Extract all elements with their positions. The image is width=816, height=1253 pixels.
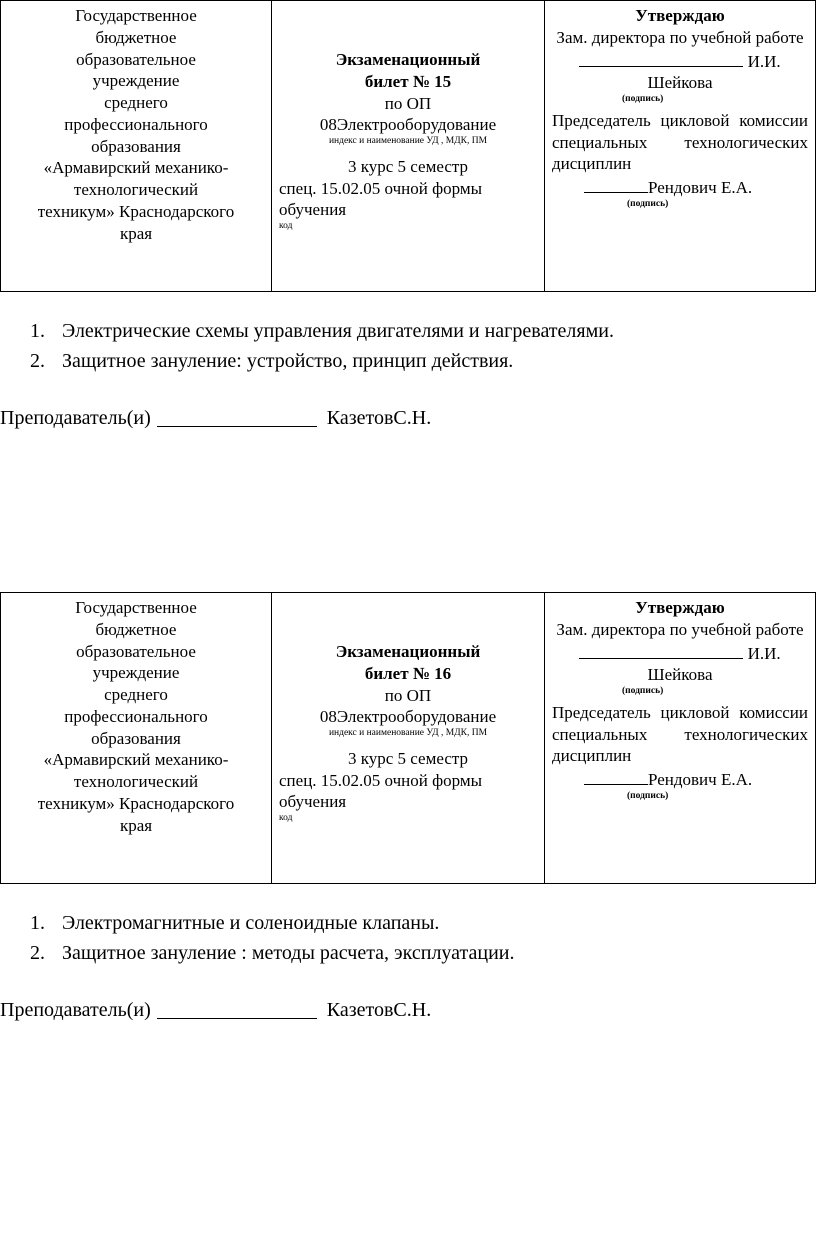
institution-line: учреждение: [92, 663, 180, 683]
signature-line: [579, 641, 743, 659]
column-divider: [271, 1, 272, 291]
column-divider: [544, 1, 545, 291]
approval-cell: [552, 5, 808, 211]
signature-line: [584, 175, 648, 193]
institution-line: Государственное: [75, 598, 197, 617]
approve-header: Утверждаю: [635, 598, 725, 617]
teacher-name: КазетовС.Н.: [326, 999, 432, 1021]
chair-signature-note: (подпись): [627, 790, 669, 801]
approve-signature-row: [552, 49, 808, 95]
approve-role: Зам. директора по учебной работе: [556, 27, 804, 47]
teacher-signature-row: [0, 406, 431, 432]
ticket-number: билет № 15: [364, 71, 452, 91]
ticket-16-header-table: [0, 592, 816, 884]
chair-text: Председатель цикловой комиссии специальных технологических дисциплин: [552, 110, 808, 174]
approver-name: И.И. Шейкова: [647, 51, 781, 93]
institution-line: края: [119, 815, 153, 835]
chair-name: Рендович Е.А.: [648, 770, 753, 790]
institution-line: образования: [91, 136, 181, 156]
signature-line: [584, 767, 648, 785]
questions-list-ticket-15: [24, 316, 804, 376]
institution-line: технологический: [73, 180, 199, 199]
question-text: Электрические схемы управления двигателями и нагревателями.: [62, 320, 614, 342]
signature-note: (подпись): [622, 686, 664, 696]
course-semester: 3 курс 5 семестр: [347, 748, 469, 768]
institution-line: техникум» Краснодарского: [37, 793, 235, 813]
question-item: [24, 316, 804, 346]
subject-prefix: по ОП: [384, 93, 432, 113]
institution-line: Государственное: [75, 6, 197, 25]
question-text: Защитное зануление : методы расчета, эксплуатации.: [62, 942, 515, 964]
signature-line: [579, 49, 743, 67]
question-text: Защитное зануление: устройство, принцип действия.: [62, 350, 514, 372]
ticket-title: Экзаменационный: [335, 642, 481, 661]
signature-note: (подпись): [622, 94, 664, 104]
question-item: [24, 346, 804, 376]
column-divider: [544, 593, 545, 883]
teacher-label: Преподаватель(и): [0, 407, 151, 429]
teacher-signature-line: [157, 406, 317, 427]
institution-line: образовательное: [76, 49, 196, 69]
questions-list-ticket-16: [24, 908, 804, 968]
institution-line: бюджетное: [95, 27, 177, 47]
teacher-signature-line: [157, 998, 317, 1019]
chair-signature-note: (подпись): [627, 198, 669, 209]
institution-cell: [7, 597, 265, 836]
column-divider: [271, 593, 272, 883]
approval-cell: [552, 597, 808, 803]
approve-role: Зам. директора по учебной работе: [556, 619, 804, 639]
ticket-number: билет № 16: [364, 663, 452, 683]
ticket-info-cell: [279, 641, 537, 825]
institution-line: «Армавирский механико-: [43, 158, 229, 178]
institution-line: среднего: [104, 93, 168, 112]
question-item: [24, 938, 804, 968]
chair-signature-row: [552, 175, 808, 199]
ticket-15-header-table: [0, 0, 816, 292]
subject-prefix: по ОП: [384, 685, 432, 705]
approver-name: И.И. Шейкова: [647, 643, 781, 685]
subject-name: 08Электрооборудование: [319, 115, 497, 135]
institution-cell: [7, 5, 265, 244]
specialty: спец. 15.02.05 очной формы обучения: [279, 178, 483, 220]
question-number: 1.: [30, 320, 45, 342]
institution-line: «Армавирский механико-: [43, 750, 229, 770]
subject-note: индекс и наименование УД , МДК, ПМ: [328, 728, 488, 738]
ticket-title: Экзаменационный: [335, 50, 481, 69]
question-text: Электромагнитные и соленоидные клапаны.: [62, 912, 440, 934]
institution-line: профессионального: [64, 706, 208, 726]
header-table-border: [0, 0, 816, 292]
institution-line: края: [119, 223, 153, 243]
institution-line: профессионального: [64, 114, 208, 134]
question-number: 1.: [30, 912, 45, 934]
chair-signature-row: [552, 767, 808, 791]
question-number: 2.: [30, 350, 45, 372]
teacher-signature-row: [0, 998, 431, 1024]
institution-line: образования: [91, 728, 181, 748]
institution-line: среднего: [104, 685, 168, 704]
institution-line: техникум» Краснодарского: [37, 201, 235, 221]
ticket-info-cell: [279, 49, 537, 233]
chair-name: Рендович Е.А.: [648, 178, 753, 198]
institution-line: технологический: [73, 772, 199, 791]
teacher-name: КазетовС.Н.: [326, 407, 432, 429]
institution-line: бюджетное: [95, 619, 177, 639]
question-number: 2.: [30, 942, 45, 964]
specialty: спец. 15.02.05 очной формы обучения: [279, 770, 483, 812]
course-semester: 3 курс 5 семестр: [347, 156, 469, 176]
code-note: код: [279, 221, 293, 232]
code-note: код: [279, 813, 293, 824]
chair-text: Председатель цикловой комиссии специальных технологических дисциплин: [552, 702, 808, 766]
subject-name: 08Электрооборудование: [319, 707, 497, 727]
header-table-border: [0, 592, 816, 884]
institution-line: образовательное: [76, 641, 196, 661]
teacher-label: Преподаватель(и): [0, 999, 151, 1021]
approve-signature-row: [552, 641, 808, 687]
institution-line: учреждение: [92, 71, 180, 91]
approve-header: Утверждаю: [635, 6, 725, 25]
question-item: [24, 908, 804, 938]
subject-note: индекс и наименование УД , МДК, ПМ: [328, 136, 488, 146]
